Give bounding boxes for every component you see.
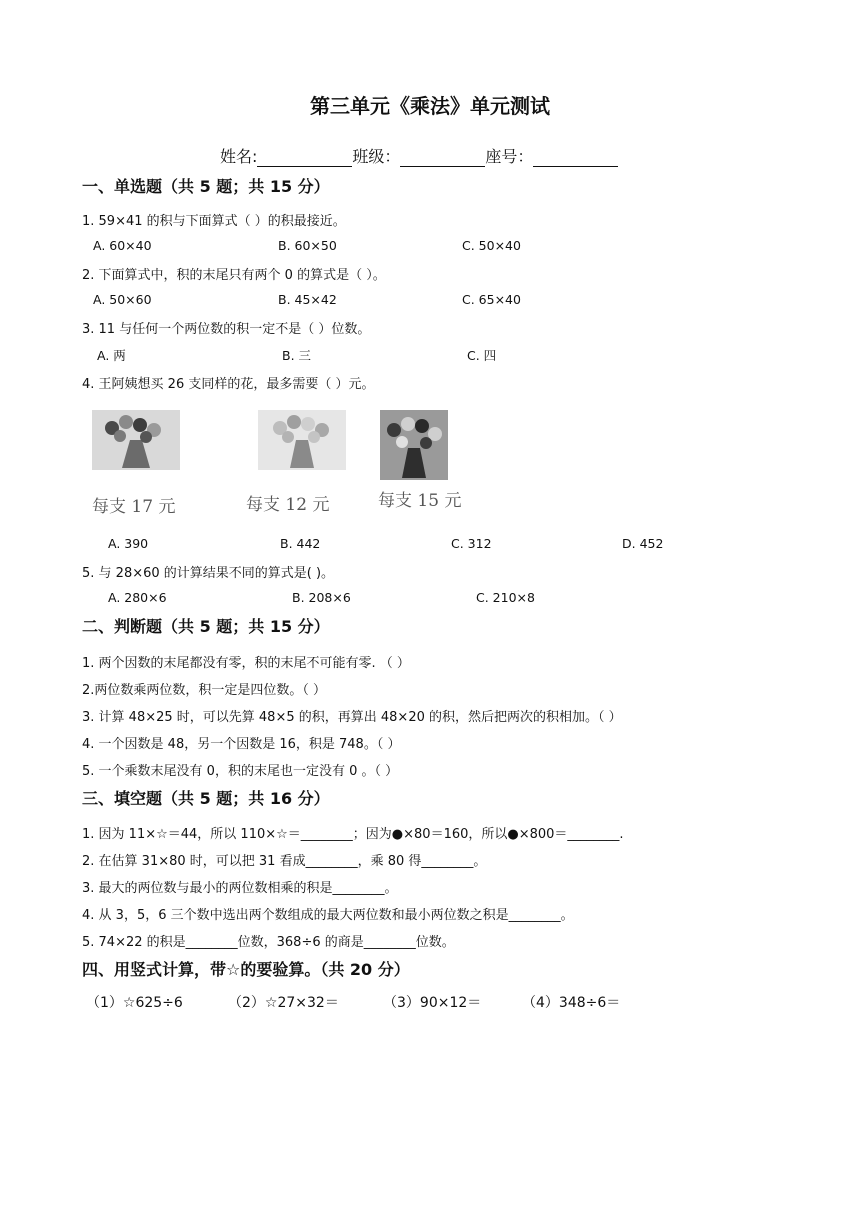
section-heading-vertical-calc: 四、用竖式计算，带☆的要验算。（共 20 分） <box>82 960 410 979</box>
option-b: B. 三 <box>282 348 312 363</box>
section-heading-fill-blank: 三、填空题（共 5 题；共 16 分） <box>82 789 330 808</box>
fill-blank-item: 3. 最大的两位数与最小的两位数相乘的积是________。 <box>82 881 398 896</box>
option-b: B. 208×6 <box>292 590 351 605</box>
section-heading-true-false: 二、判断题（共 5 题；共 15 分） <box>82 617 330 636</box>
option-c: C. 50×40 <box>462 238 521 253</box>
judgement-item: 2.两位数乘两位数，积一定是四位数。（ ） <box>82 683 327 698</box>
class-label: 班级： <box>352 147 401 166</box>
judgement-item: 4. 一个因数是 48，另一个因数是 16，积是 748。（ ） <box>82 737 401 752</box>
seat-blank[interactable] <box>533 150 618 167</box>
fill-blank-item: 5. 74×22 的积是________位数，368÷6 的商是________位数。 <box>82 935 455 950</box>
calc-item: （2）☆27×32＝ <box>228 995 339 1011</box>
question-text: 1. 59×41 的积与下面算式（ ）的积最接近。 <box>82 214 346 229</box>
calc-item: （4）348÷6＝ <box>522 995 621 1011</box>
calc-item: （3）90×12＝ <box>383 995 482 1011</box>
fill-blank-item: 4. 从 3，5，6 三个数中选出两个数组成的最大两位数和最小两位数之积是________。 <box>82 908 574 923</box>
option-b: B. 45×42 <box>278 292 337 307</box>
seat-label: 座号： <box>485 147 534 166</box>
flower-price-caption: 每支 17 元 <box>92 497 176 517</box>
option-a: A. 280×6 <box>108 590 167 605</box>
calc-item: （1）☆625÷6 <box>86 995 183 1011</box>
name-label: 姓名: <box>220 147 258 166</box>
question-text: 5. 与 28×60 的计算结果不同的算式是( )。 <box>82 566 335 581</box>
option-a: A. 60×40 <box>93 238 152 253</box>
option-c: C. 312 <box>451 536 492 551</box>
student-info-line <box>220 144 618 167</box>
page-title: 第三单元《乘法》单元测试 <box>310 94 550 118</box>
class-blank[interactable] <box>400 150 485 167</box>
section-heading-single-choice: 一、单选题（共 5 题；共 15 分） <box>82 177 330 196</box>
flower-bouquet-image <box>258 410 346 470</box>
question-text: 4. 王阿姨想买 26 支同样的花，最多需要（ ）元。 <box>82 377 375 392</box>
question-text: 3. 11 与任何一个两位数的积一定不是（ ）位数。 <box>82 322 371 337</box>
flower-bouquet-image <box>92 410 180 470</box>
option-b: B. 60×50 <box>278 238 337 253</box>
judgement-item: 3. 计算 48×25 时，可以先算 48×5 的积，再算出 48×20 的积，然后把两次的积相加。（ ） <box>82 710 622 725</box>
name-blank[interactable] <box>257 150 352 167</box>
option-c: C. 65×40 <box>462 292 521 307</box>
question-text: 2. 下面算式中，积的末尾只有两个 0 的算式是（ ）。 <box>82 268 386 283</box>
option-c: C. 四 <box>467 348 497 363</box>
judgement-item: 1. 两个因数的末尾都没有零，积的末尾不可能有零. （ ） <box>82 656 410 671</box>
flower-price-caption: 每支 12 元 <box>246 495 330 515</box>
option-c: C. 210×8 <box>476 590 535 605</box>
fill-blank-item: 2. 在估算 31×80 时，可以把 31 看成________，乘 80 得________。 <box>82 854 487 869</box>
option-a: A. 两 <box>97 348 126 363</box>
option-b: B. 442 <box>280 536 321 551</box>
judgement-item: 5. 一个乘数末尾没有 0，积的末尾也一定没有 0 。（ ） <box>82 764 399 779</box>
flower-price-caption: 每支 15 元 <box>378 491 462 511</box>
option-a: A. 50×60 <box>93 292 152 307</box>
option-d: D. 452 <box>622 536 664 551</box>
fill-blank-item: 1. 因为 11×☆＝44，所以 110×☆＝________；因为●×80＝160，所以●×800＝________. <box>82 827 624 842</box>
option-a: A. 390 <box>108 536 149 551</box>
flower-bouquet-image <box>380 410 448 480</box>
